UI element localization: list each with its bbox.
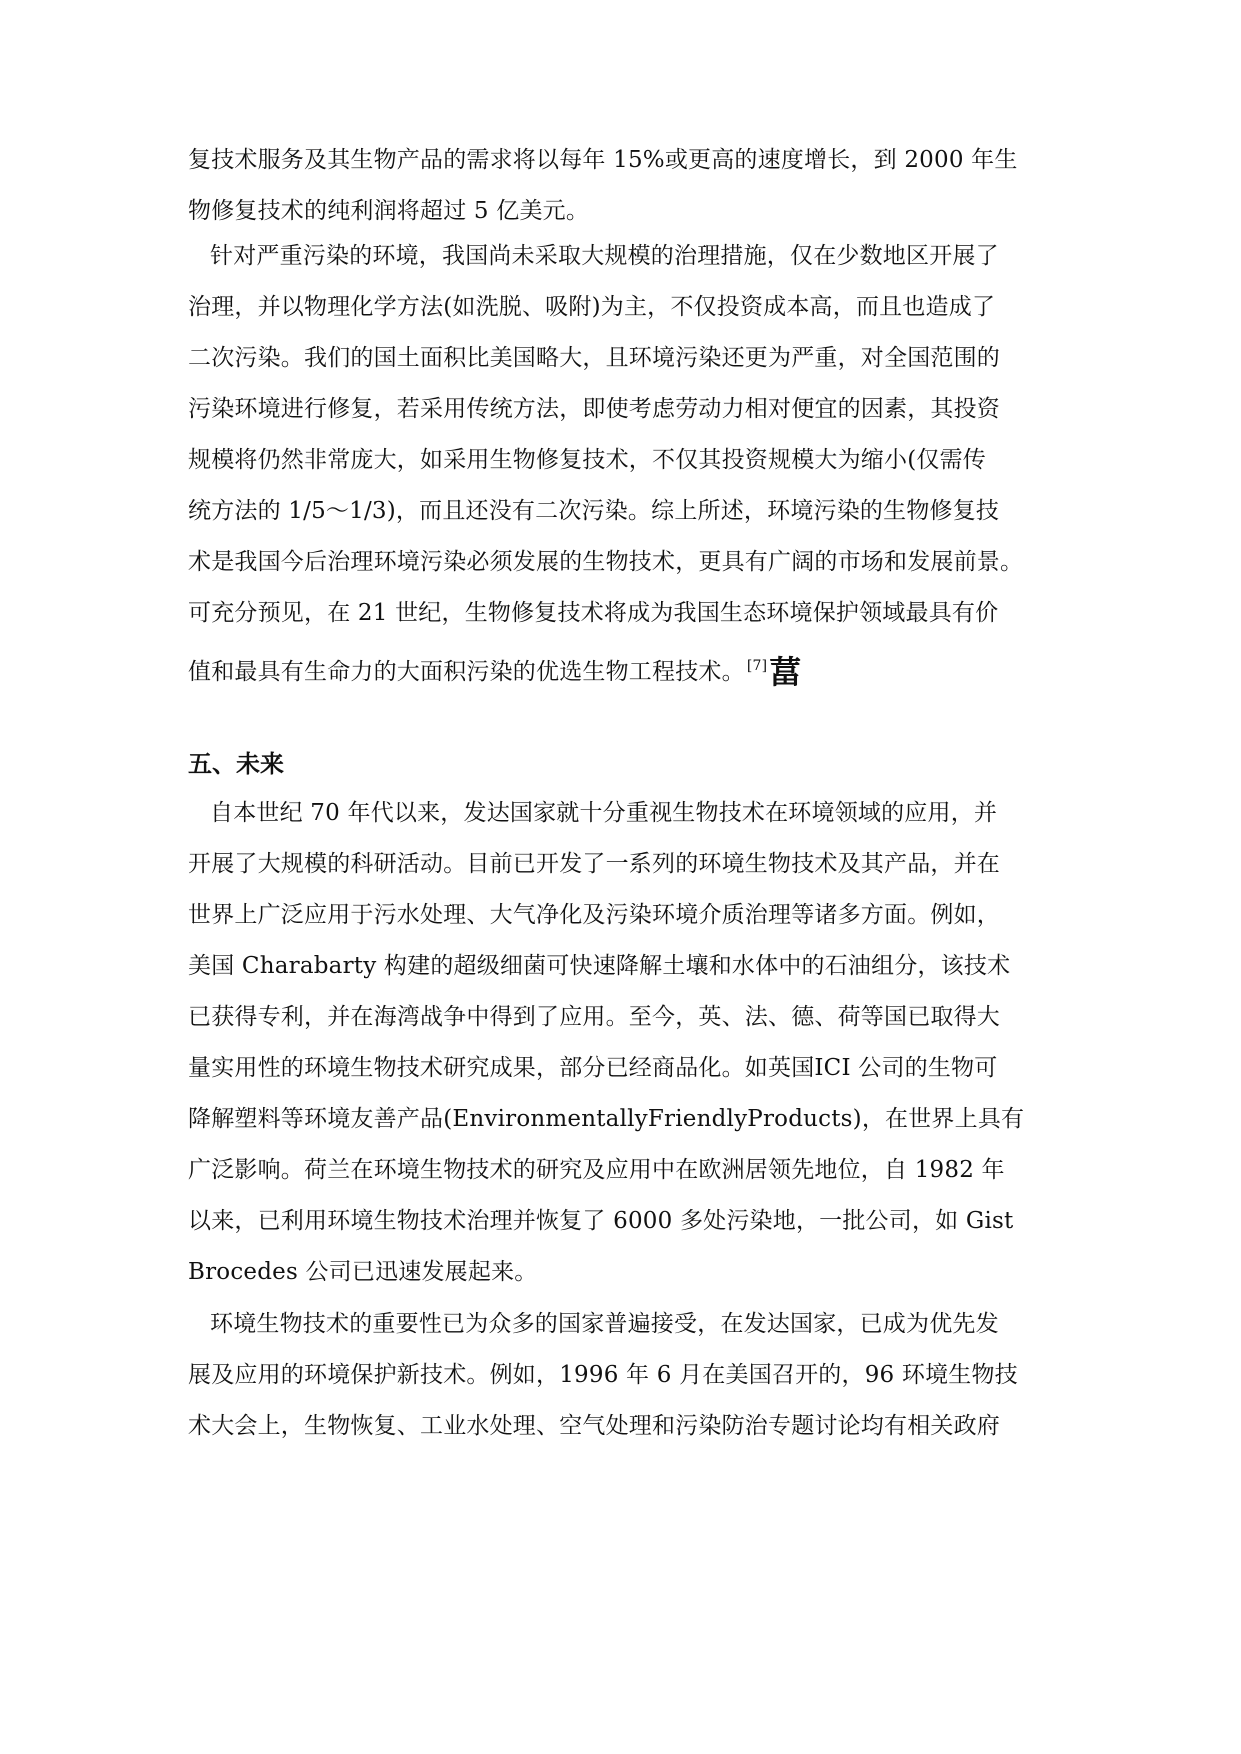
paragraph-line: 开展了大规模的科研活动。目前已开发了一系列的环境生物技术及其产品，并在 [188,851,1000,877]
paragraph-line: 自本世纪 70 年代以来，发达国家就十分重视生物技术在环境领域的应用，并 [210,800,998,826]
paragraph-line: 广泛影响。荷兰在环境生物技术的研究及应用中在欧洲居领先地位，自 1982 年 [188,1157,1005,1183]
paragraph-line: 治理，并以物理化学方法(如洗脱、吸附)为主，不仅投资成本高，而且也造成了 [188,294,996,320]
paragraph-line: 针对严重污染的环境，我国尚未采取大规模的治理措施，仅在少数地区开展了 [210,243,999,269]
stray-glyph: 葍 [769,653,802,691]
paragraph-line: 规模将仍然非常庞大，如采用生物修复技术，不仅其投资规模大为缩小(仅需传 [188,447,986,473]
paragraph-line: 复技术服务及其生物产品的需求将以每年 15%或更高的速度增长，到 2000 年生 [188,147,1018,173]
paragraph-line: 美国 Charabarty 构建的超级细菌可快速降解土壤和水体中的石油组分，该技术 [188,953,1011,979]
section-heading: 五、未来 [188,750,284,778]
paragraph-line: 量实用性的环境生物技术研究成果，部分已经商品化。如英国ICI 公司的生物可 [188,1055,998,1081]
paragraph-line: 术大会上，生物恢复、工业水处理、空气处理和污染防治专题讨论均有相关政府 [188,1413,1000,1439]
paragraph-line: Brocedes 公司已迅速发展起来。 [188,1259,538,1285]
paragraph-text: 值和最具有生命力的大面积污染的优选生物工程技术。 [188,659,745,685]
paragraph-line: 环境生物技术的重要性已为众多的国家普遍接受，在发达国家，已成为优先发 [210,1311,999,1337]
paragraph-line: 污染环境进行修复，若采用传统方法，即使考虑劳动力相对便宜的因素，其投资 [188,396,1000,422]
paragraph-line: 物修复技术的纯利润将超过 5 亿美元。 [188,198,590,224]
paragraph-line: 以来，已利用环境生物技术治理并恢复了 6000 多处污染地，一批公司，如 Gist [188,1208,1014,1234]
paragraph-line: 世界上广泛应用于污水处理、大气净化及污染环境介质治理等诸多方面。例如， [188,902,1000,928]
paragraph-line: 术是我国今后治理环境污染必须发展的生物技术，更具有广阔的市场和发展前景。 [188,549,1024,575]
paragraph-line: 统方法的 1/5～1/3)，而且还没有二次污染。综上所述，环境污染的生物修复技 [188,498,1000,524]
paragraph-line-last [188,652,802,691]
paragraph-line: 已获得专利，并在海湾战争中得到了应用。至今，英、法、德、荷等国已取得大 [188,1004,1000,1030]
paragraph-line: 可充分预见，在 21 世纪，生物修复技术将成为我国生态环境保护领域最具有价 [188,600,999,626]
paragraph-line: 展及应用的环境保护新技术。例如，1996 年 6 月在美国召开的，96 环境生物技 [188,1362,1018,1388]
citation-ref: [7] [746,658,768,674]
paragraph-line: 二次污染。我们的国土面积比美国略大，且环境污染还更为严重，对全国范围的 [188,345,1000,371]
paragraph-line: 降解塑料等环境友善产品(EnvironmentallyFriendlyProducts)，在世界上具有 [188,1106,1025,1132]
